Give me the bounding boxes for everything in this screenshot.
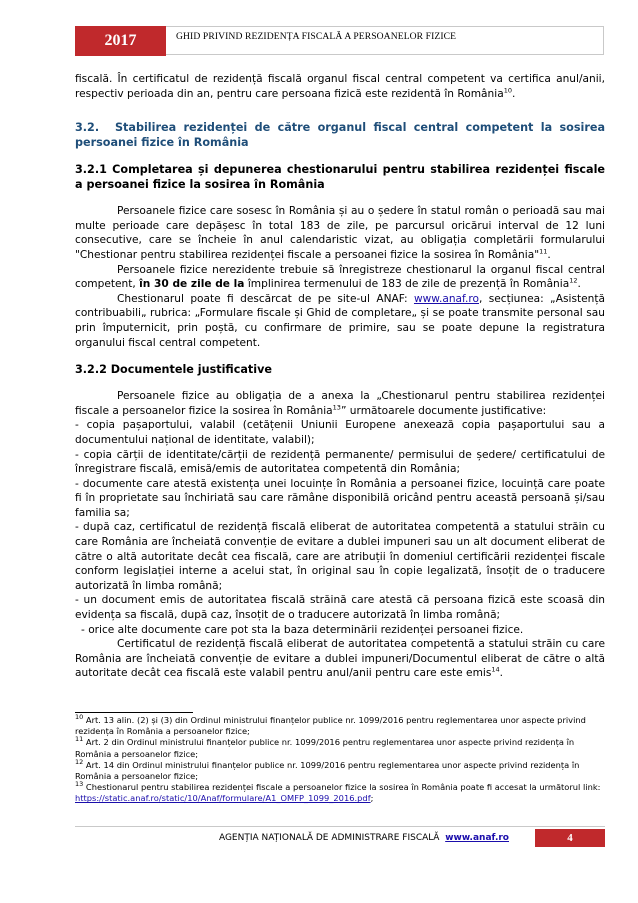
header-title: GHID PRIVIND REZIDENȚA FISCALĂ A PERSOANELOR FIZICE <box>176 31 457 42</box>
paragraph-continuation: fiscală. În certificatul de rezidență fiscală organul fiscal central competent va certifica anul/anii, respectiv perioada din an, pentru care persoana fizică este rezidentă în România$^{10}$. <box>75 73 605 100</box>
section-heading-3-2-1: 3.2.1 Completarea și depunerea chestionarului pentru stabilirea rezidenței fiscale a persoanei fizice la sosirea în România <box>75 163 605 192</box>
footer-text: AGENȚIA NAȚIONALĂ DE ADMINISTRARE FISCALĂ www.anaf.ro <box>218 833 509 843</box>
footnote: $^{10}$ Art. 13 alin. (2) și (3) din Ordinul ministrului finanțelor publice nr. 1099/2016 pentru reglementarea unor aspecte privind rezidența în România a persoanelor fizice; <box>75 713 586 737</box>
anaf-site-link[interactable]: www.anaf.ro <box>413 292 479 305</box>
footnote-ref[interactable]: 13 <box>332 403 341 412</box>
page-footer <box>75 826 605 851</box>
list-item: - copia pașaportului, valabil (cetățenii Uniunii Europene anexează copia pașaportului sau a documentului național de identitate, valabil); <box>75 419 605 446</box>
footnote-ref[interactable]: 10 <box>503 86 512 95</box>
list-item: - după caz, certificatul de rezidență fiscală eliberat de autoritatea competentă a statului străin cu care România are încheiată convenție de evitare a dublei impuneri sau un alt document eliberat de către o altă autoritate decât cea fiscală, care are atribuții în domeniul certificării rezidenței fiscale conform legislației interne a acelui stat, în original sau în copie legalizată, însoțit de o traducere autorizată în limba română; <box>75 521 605 592</box>
section-title: Stabilirea rezidenței de către organul fiscal central competent la sosirea persoanei fizice în România <box>75 121 605 150</box>
footnote-separator <box>75 712 193 713</box>
footnote-ref[interactable]: 11 <box>539 247 548 256</box>
footnote-ref[interactable]: 14 <box>491 665 500 674</box>
footnote-ref[interactable]: 12 <box>569 276 578 285</box>
questionnaire-pdf-link[interactable]: https://static.anaf.ro/static/10/Anaf/formulare/A1_OMFP_1099_2016.pdf <box>75 793 371 804</box>
list-item: - un document emis de autoritatea fiscală străină care atestă că persoana fizică este scoasă din evidența sa fiscală, după caz, însoțit de o traducere autorizată în limba română; <box>75 594 605 622</box>
list-item: - orice alte documente care pot sta la baza determinării rezidenței persoanei fizice. <box>81 623 524 636</box>
page-number: 4 <box>535 829 605 847</box>
footnotes <box>75 715 605 805</box>
paragraph: Certificatul de rezidență fiscală eliberat de autoritatea competentă a statului străin cu care România are încheiată convenție de evitare a dublei impuneri/Documentul eliberat de către o altă autoritate decât cea fiscală este valabil pentru anul/anii pentru care este emis$^{14}$. <box>75 638 605 680</box>
year-badge: 2017 <box>75 26 166 56</box>
section-number: 3.2. <box>75 121 100 135</box>
page-header <box>75 26 605 56</box>
list-item: - copia cărții de identitate/cărții de rezidență permanente/ permisului de ședere/ certificatului de înregistrare fiscală, emisă/emis de autoritatea competentă din România; <box>75 448 605 476</box>
list-item: - documente care atestă existența unei locuințe în România a persoanei fizice, locuință care poate fi în proprietate sau închiriată sau care rămâne disponibilă oricând pentru această persoană și/sau familia sa; <box>75 477 605 519</box>
section-heading-3-2-2: 3.2.2 Documentele justificative <box>75 363 272 377</box>
paragraph: Persoanele fizice nerezidente trebuie să înregistreze chestionarul la organul fiscal central competent, în 30 de zile de la împlinirea termenului de 183 de zile de prezență în România$^{12}$. <box>75 263 605 291</box>
footnote: $^{13}$ Chestionarul pentru stabilirea rezidenței fiscale a persoanelor fizice la sosirea în România poate fi accesat la următorul link: https://static.anaf.ro/static/10/Anaf/formulare/A1_OMFP_1099_2016.pdf; <box>75 780 601 804</box>
paragraph: Persoanele fizice care sosesc în România și au o ședere în statul român o perioadă sau mai multe perioade care depășesc în total 183 de zile, pe parcursul oricărui interval de 12 luni consecutive, care se încheie în anul calendaristic vizat, au obligația completării formularului "Chestionar pentru stabilirea rezidenței fiscale a persoanei fizice la sosirea în România"$^{11}$. <box>75 205 605 261</box>
paragraph: Chestionarul poate fi descărcat de pe site-ul ANAF: www.anaf.ro, secțiunea: „Asistență contribuabili„ rubrica: „Formulare fiscale și Ghid de completare„ și se poate transmite personal sau prin împuternicit, prin poștă, cu confirmare de primire, sau se poate depune la registratura organului fiscal central competent. <box>75 292 605 349</box>
footer-site-link[interactable]: www.anaf.ro <box>445 833 509 843</box>
section-heading-3-2 <box>75 120 605 150</box>
footnote: $^{11}$ Art. 2 din Ordinul ministrului finanțelor publice nr. 1099/2016 pentru reglementarea unor aspecte privind rezidența în România a persoanelor fizice; <box>75 735 575 759</box>
paragraph: Persoanele fizice au obligația de a anexa la „Chestionarul pentru stabilirea rezidenței fiscale a persoanelor fizice la sosirea în România$^{13}$” următoarele documente justificative: <box>75 390 605 417</box>
header-title-box <box>166 26 604 55</box>
page-content <box>75 72 605 681</box>
footnote: $^{12}$ Art. 14 din Ordinul ministrului finanțelor publice nr. 1099/2016 pentru reglementarea unor aspecte privind rezidența în România a persoanelor fizice; <box>75 758 580 782</box>
